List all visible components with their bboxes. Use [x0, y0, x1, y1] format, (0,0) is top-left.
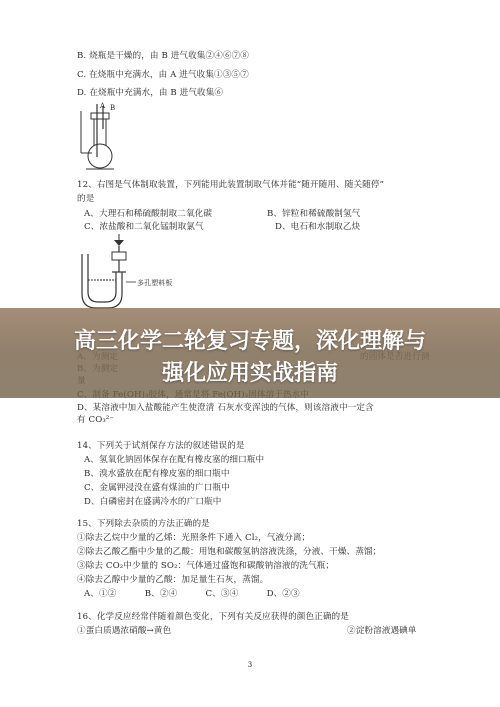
q11-option-b: B. 烧瓶是干燥的，由 B 进气收集②④⑥⑦⑧	[77, 51, 249, 61]
banner-title-line2: 强化应用实战指南	[161, 361, 338, 386]
q15-item-2: ②除去乙酸乙酯中少量的乙酸：用饱和碳酸氢钠溶液洗涤，分液、干燥、蒸馏；	[77, 547, 382, 557]
q12-figure-label: 多孔塑料板	[137, 279, 173, 287]
q16-item-1: ①蛋白质遇浓硝酸→黄色	[77, 626, 172, 636]
q11-option-c: C. 在烧瓶中充满水，由 A 进气收集①③⑤⑦	[77, 70, 249, 80]
q12-option-d: D、电石和水制取乙炔	[275, 222, 361, 232]
q14-option-a: A、氢氧化钠固体保存在配有橡皮塞的细口瓶中	[84, 455, 265, 465]
q11-option-d: D. 在烧瓶中充满水，由 B 进气收集⑥	[77, 88, 224, 98]
q16-stem: 16、化学反应经常伴随着颜色变化，下列有关反应获得的颜色正确的是	[77, 612, 349, 622]
q15-item-4: ④除去乙醇中少量的乙酸：加足量生石灰，蒸馏。	[77, 575, 269, 585]
q12-stem-line1: 12、右图是气体制取装置，下列能用此装置制取气体并能“随开随用、随关随停”	[77, 180, 385, 190]
q12-option-a: A、大理石和稀硫酸制取二氧化碳	[84, 209, 213, 219]
q12-option-b: B、锌粒和稀硫酸制氢气	[267, 209, 361, 219]
q14-option-c: C、金属钾浸没在盛有煤油的广口瓶中	[84, 483, 230, 493]
q14-option-d: D、白磷密封在盛满冷水的广口瓶中	[84, 497, 222, 507]
q15-item-1: ①除去乙烷中少量的乙烯：光照条件下通入 Cl₂，气液分离；	[77, 533, 311, 543]
q16-item-2: ②淀粉溶液遇碘单	[347, 626, 417, 636]
q12-option-c: C、浓盐酸和二氧化锰制取氯气	[84, 222, 204, 232]
u-tube-apparatus-figure	[74, 232, 184, 312]
q15-item-3: ③除去 CO₂中少量的 SO₂：气体通过盛饱和碳酸钠溶液的洗气瓶；	[77, 561, 335, 571]
title-banner	[0, 308, 500, 398]
q14-stem: 14、下列关于试剂保存方法的叙述错误的是	[77, 441, 245, 451]
banner-title-line1: 高三化学二轮复习专题，深化理解与	[73, 329, 426, 354]
q13-option-d-line2: 有 CO₃²⁻	[77, 415, 115, 425]
flask-label-a: A	[100, 102, 106, 110]
page-number: 3	[247, 661, 253, 669]
q15-stem: 15、下列除去杂质的方法正确的是	[77, 519, 210, 529]
flask-label-b: B	[110, 104, 116, 112]
q12-stem-line2: 的是	[77, 194, 95, 204]
q14-option-b: B、溴水盛放在配有橡皮塞的细口瓶中	[84, 469, 230, 479]
q13-option-d-line1: D、某溶液中加入盐酸能产生使澄清 石灰水变浑浊的气体，则该溶液中一定含	[77, 403, 374, 413]
q15-options: A、①② B、②④ C、③④ D、②③	[84, 589, 300, 599]
